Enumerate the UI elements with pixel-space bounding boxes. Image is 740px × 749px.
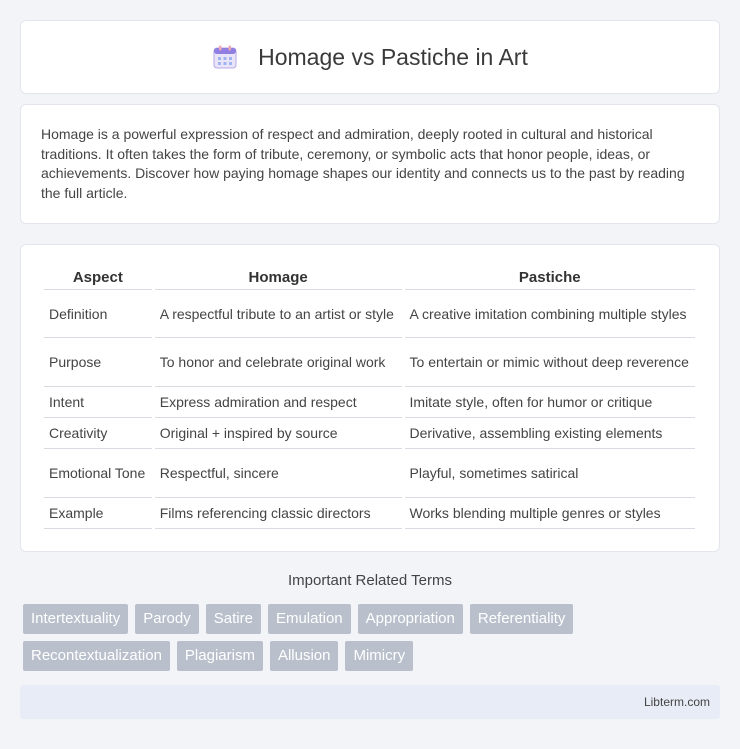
footer [20,685,720,719]
tag-row [23,604,723,634]
table-cell: Playful, sometimes satirical [405,449,695,498]
related-terms-tags [23,604,723,678]
table-row [44,387,695,418]
table-row [44,498,695,529]
table-header-row [44,265,695,290]
table-cell: Express admiration and respect [155,387,402,418]
table-row [44,338,695,387]
table-cell: Works blending multiple genres or styles [405,498,695,529]
table-cell: Films referencing classic directors [155,498,402,529]
related-terms-title: Important Related Terms [288,572,452,589]
table-cell: Creativity [44,418,152,449]
comparison-table-card [20,244,720,552]
footer-site-link[interactable]: Libterm.com [643,695,710,709]
header-homage: Homage [155,265,402,290]
table-cell: Original + inspired by source [155,418,402,449]
page-title: Homage vs Pastiche in Art [258,43,528,70]
table-cell: Definition [44,290,152,338]
calendar-icon [212,44,238,70]
header-pastiche: Pastiche [405,265,695,290]
tag-parody[interactable]: Parody [135,604,199,634]
table-cell: A respectful tribute to an artist or style [155,290,402,338]
tag-appropriation[interactable]: Appropriation [358,604,463,634]
tag-intertextuality[interactable]: Intertextuality [23,604,128,634]
table-cell: Imitate style, often for humor or critique [405,387,695,418]
table-cell: To entertain or mimic without deep reverence [405,338,695,387]
tag-allusion[interactable]: Allusion [270,641,339,671]
tag-emulation[interactable]: Emulation [268,604,351,634]
tag-recontextualization[interactable]: Recontextualization [23,641,170,671]
header-aspect: Aspect [44,265,152,290]
table-row [44,290,695,338]
table-cell: Intent [44,387,152,418]
comparison-table [41,265,698,529]
table-cell: Emotional Tone [44,449,152,498]
table-cell: A creative imitation combining multiple styles [405,290,695,338]
tag-mimicry[interactable]: Mimicry [345,641,413,671]
tag-row [23,641,723,671]
table-row [44,418,695,449]
table-cell: Example [44,498,152,529]
tag-referentiality[interactable]: Referentiality [470,604,574,634]
intro-card [20,104,720,224]
tag-plagiarism[interactable]: Plagiarism [177,641,263,671]
intro-text: Homage is a powerful expression of respect and admiration, deeply rooted in cultural and historical traditions. It often takes the form of tribute, ceremony, or symbolic acts that honor people, ideas, or achievements. Discover how paying homage shapes our identity and connects us to the past by reading the full article. [41,126,685,201]
table-cell: Respectful, sincere [155,449,402,498]
header-card [20,20,720,94]
table-row [44,449,695,498]
table-cell: Derivative, assembling existing elements [405,418,695,449]
table-cell: Purpose [44,338,152,387]
table-cell: To honor and celebrate original work [155,338,402,387]
tag-satire[interactable]: Satire [206,604,261,634]
